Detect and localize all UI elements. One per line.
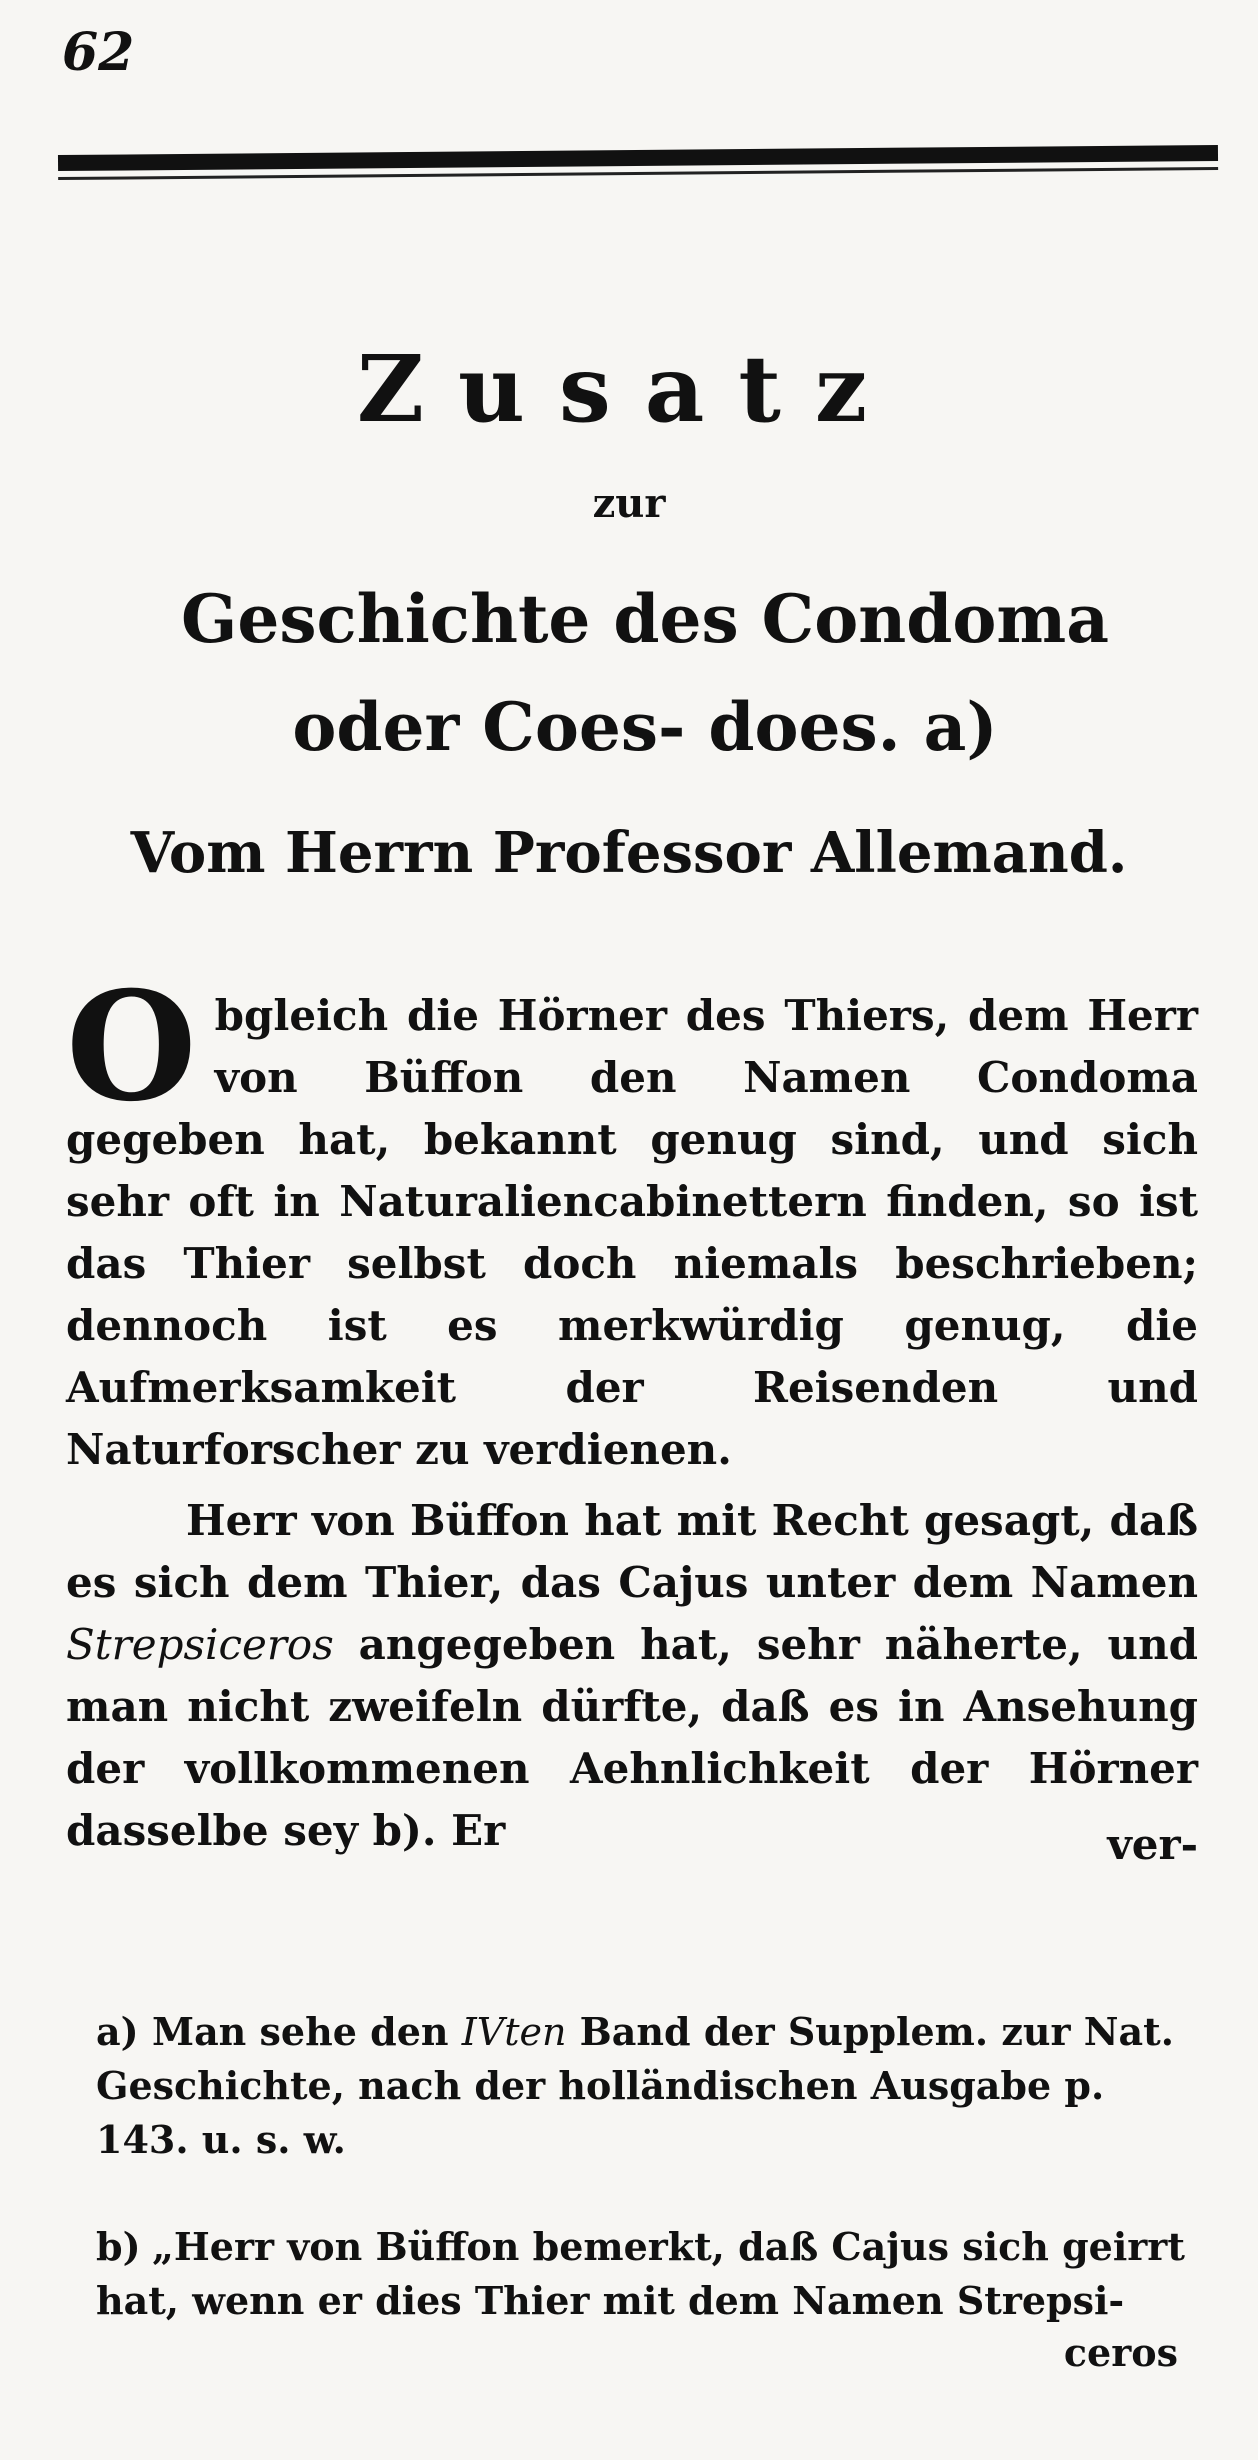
footnote-b-text: „Herr von Büffon bemerkt, daß Cajus sich geirrt hat, wenn er dies Thier mit dem Namen Strepsi- [96, 2224, 1185, 2323]
paragraph-1-text: bgleich die Hörner des Thiers, dem Herr von Büffon den Namen Condoma gegeben hat, bekannt genug sind, und sich sehr oft in Naturaliencabinettern finden, so ist das Thier selbst doch niemals beschrieben; dennoch ist es merkwürdig genug, die Aufmerksamkeit der Reisenden und Naturforscher zu verdienen. [66, 991, 1198, 1474]
heading-main: Zusatz [356, 335, 902, 443]
author-line: Vom Herrn Professor Allemand. [130, 820, 1128, 886]
footnote-b-catchword: ceros [1063, 2330, 1178, 2375]
footnote-b-label: b) [96, 2224, 141, 2269]
header-rule [58, 145, 1218, 171]
paragraph-2-italic: Strepsiceros [66, 1620, 334, 1669]
paragraph-2-text-end: angegeben hat, sehr näherte, und man nicht zweifeln dürfte, daß es in Ansehung der vollkommenen Aehnlichkeit der Hörner dasselbe sey b). Er [66, 1620, 1198, 1855]
paragraph-1 [66, 959, 1198, 1481]
paragraph-2-text-start: Herr von Büffon hat mit Recht gesagt, daß es sich dem Thier, das Cajus unter dem Namen [66, 1496, 1198, 1607]
footnote-a-italic: IVten [461, 2010, 567, 2054]
footnote-a-text-end: Band der Supplem. zur Nat. Geschichte, nach der holländischen Ausgabe p. 143. u. s. w. [96, 2009, 1174, 2162]
footnote-b [96, 2220, 1186, 2328]
paragraph-2 [66, 1490, 1198, 1862]
drop-cap: O [66, 959, 197, 1135]
page-number: 62 [62, 22, 135, 83]
footnote-a-label: a) [96, 2009, 139, 2054]
footnote-a-text-start: Man sehe den [152, 2009, 462, 2054]
heading-sub: zur [592, 480, 666, 527]
heading-title: Geschichte des Condoma oder Coes- does. a) [181, 580, 1109, 766]
footnote-a [96, 2005, 1186, 2167]
catchword: ver- [1107, 1820, 1198, 1869]
